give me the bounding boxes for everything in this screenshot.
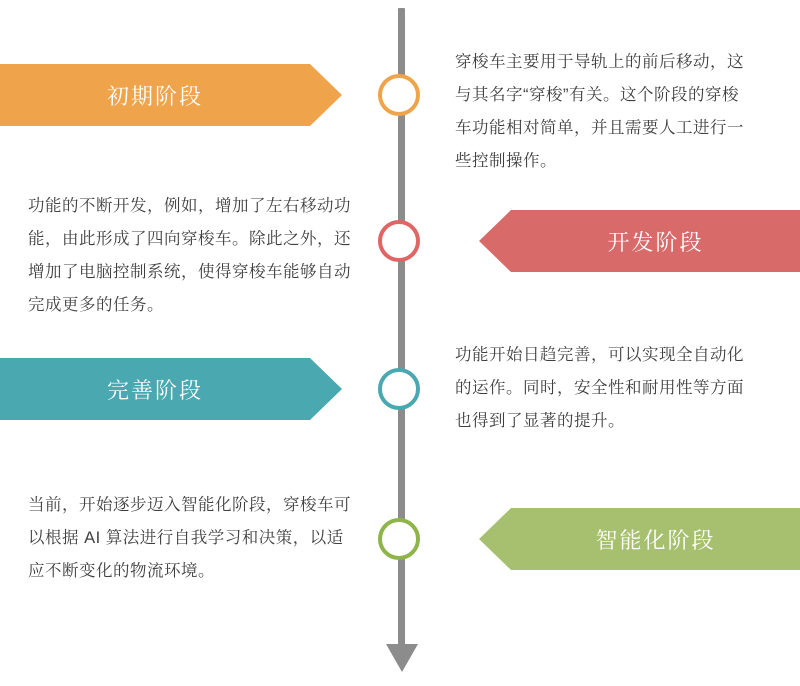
stage-node-4 bbox=[378, 518, 420, 560]
stage-banner-4 bbox=[479, 508, 800, 570]
stage-text-4: 当前，开始逐步迈入智能化阶段，穿梭车可以根据 AI 算法进行自我学习和决策，以适应不断变化的物流环境。 bbox=[28, 496, 351, 580]
stage-node-2 bbox=[378, 220, 420, 262]
stage-label-3: 完善阶段 bbox=[106, 377, 203, 403]
stage-label-2: 开发阶段 bbox=[607, 229, 704, 255]
timeline-axis-arrow-icon bbox=[386, 644, 418, 672]
stage-label-4: 智能化阶段 bbox=[595, 527, 716, 553]
stage-text-2: 功能的不断开发，例如，增加了左右移动功能，由此形成了四向穿梭车。除此之外，还增加了电脑控制系统，使得穿梭车能够自动完成更多的任务。 bbox=[28, 197, 351, 314]
stage-node-3 bbox=[378, 368, 420, 410]
stage-text-3: 功能开始日趋完善，可以实现全自动化的运作。同时，安全性和耐用性等方面也得到了显著的提升。 bbox=[455, 346, 744, 430]
stage-label-1: 初期阶段 bbox=[106, 83, 203, 109]
stage-node-1 bbox=[378, 74, 420, 116]
stage-text-1: 穿梭车主要用于导轨上的前后移动，这与其名字“穿梭”有关。这个阶段的穿梭车功能相对简单，并且需要人工进行一些控制操作。 bbox=[455, 53, 744, 170]
stage-banner-2 bbox=[479, 210, 800, 272]
stage-banner-3 bbox=[0, 358, 342, 420]
stage-banner-1 bbox=[0, 64, 342, 126]
